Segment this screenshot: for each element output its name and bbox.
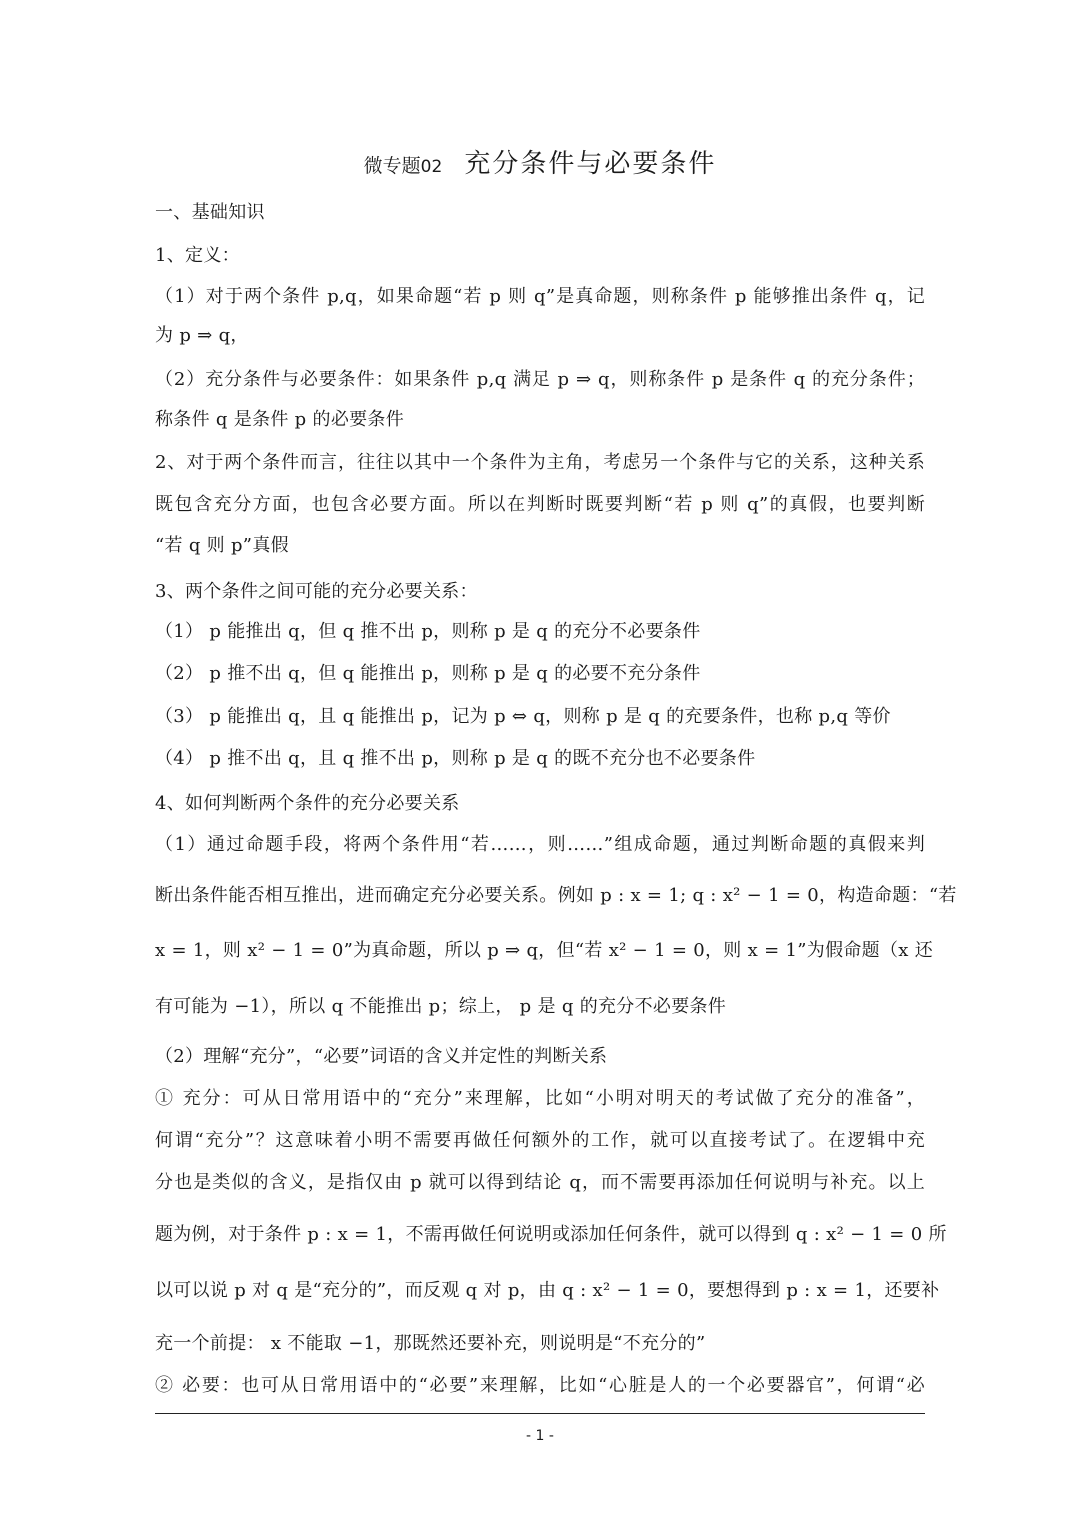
heading-how-to-judge: 4、如何判断两个条件的充分必要关系	[155, 793, 460, 814]
text-line: （2）理解“充分”，“必要”词语的含义并定性的判断关系	[155, 1046, 608, 1067]
heading-definition: 1、定义：	[155, 245, 240, 266]
text-line: x = 1，则 x² − 1 = 0”为真命题，所以 p ⇒ q，但“若 x² − 1 = 0，则 x = 1”为假命题（x 还	[155, 940, 934, 961]
text-line: 充一个前提： x 不能取 −1，那既然还要补充，则说明是“不充分的”	[155, 1333, 706, 1354]
text-line: 分也是类似的含义，是指仅由 p 就可以得到结论 q，而不需要再添加任何说明与补充。以上	[155, 1172, 925, 1193]
text-line: ① 充分：可从日常用语中的“充分”来理解，比如“小明对明天的考试做了充分的准备”，	[155, 1088, 925, 1109]
footer-divider	[155, 1413, 925, 1414]
text-line: 2、对于两个条件而言，往往以其中一个条件为主角，考虑另一个条件与它的关系，这种关系	[155, 452, 925, 473]
text-line: （1）对于两个条件 p,q，如果命题“若 p 则 q”是真命题，则称条件 p 能够推出条件 q，记	[155, 286, 925, 307]
list-item: （4） p 推不出 q，且 q 推不出 p，则称 p 是 q 的既不充分也不必要条件	[155, 748, 756, 769]
text-line: 题为例，对于条件 p : x = 1，不需再做任何说明或添加任何条件，就可以得到 q : x² − 1 = 0 所	[155, 1224, 947, 1245]
text-line: 为 p ⇒ q，	[155, 325, 249, 346]
text-line: （2）充分条件与必要条件：如果条件 p,q 满足 p ⇒ q，则称条件 p 是条件 q 的充分条件；	[155, 369, 925, 390]
text-line: 有可能为 −1），所以 q 不能推出 p；综上， p 是 q 的充分不必要条件	[155, 996, 727, 1017]
text-line: 称条件 q 是条件 p 的必要条件	[155, 409, 405, 430]
title-main: 充分条件与必要条件	[464, 149, 717, 179]
text-line: 断出条件能否相互推出，进而确定充分必要关系。例如 p : x = 1; q : x² − 1 = 0，构造命题：“若	[155, 885, 957, 906]
list-item: （2） p 推不出 q，但 q 能推出 p，则称 p 是 q 的必要不充分条件	[155, 663, 701, 684]
text-line: “若 q 则 p”真假	[155, 535, 289, 556]
section-heading-basics: 一、基础知识	[155, 202, 265, 223]
title-prefix: 微专题02	[363, 155, 443, 177]
text-line: ② 必要：也可从日常用语中的“必要”来理解，比如“心脏是人的一个必要器官”，何谓“必	[155, 1375, 925, 1396]
heading-relations: 3、两个条件之间可能的充分必要关系：	[155, 581, 478, 602]
text-line: 既包含充分方面，也包含必要方面。所以在判断时既要判断“若 p 则 q”的真假，也要判断	[155, 494, 925, 515]
text-line: 以可以说 p 对 q 是“充分的”，而反观 q 对 p，由 q : x² − 1 = 0，要想得到 p : x = 1，还要补	[155, 1280, 940, 1301]
page-title	[0, 143, 1080, 180]
text-line: （1）通过命题手段，将两个条件用“若……，则……”组成命题，通过判断命题的真假来判	[155, 834, 925, 855]
list-item: （3） p 能推出 q，且 q 能推出 p，记为 p ⇔ q，则称 p 是 q 的充要条件，也称 p,q 等价	[155, 706, 891, 727]
text-line: 何谓“充分”？这意味着小明不需要再做任何额外的工作，就可以直接考试了。在逻辑中充	[155, 1130, 925, 1151]
page-number: - 1 -	[526, 1428, 554, 1444]
list-item: （1） p 能推出 q，但 q 推不出 p，则称 p 是 q 的充分不必要条件	[155, 621, 701, 642]
